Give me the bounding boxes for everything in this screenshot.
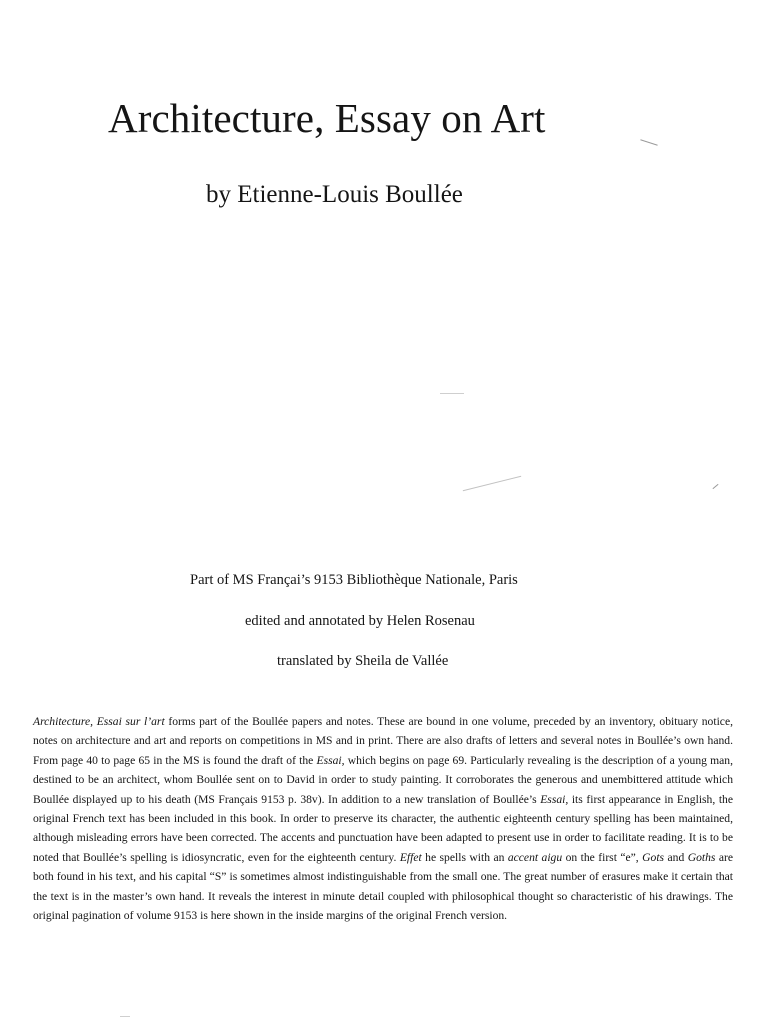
scan-speck	[440, 393, 464, 394]
scan-speck	[640, 139, 657, 146]
scan-speck	[120, 1016, 130, 1017]
source-note: Part of MS Françai’s 9153 Bibliothèque Nationale, Paris	[190, 572, 518, 588]
intro-segment: Gots	[642, 850, 665, 864]
author-byline: by Etienne-Louis Boullée	[206, 181, 463, 208]
intro-segment: Essai,	[540, 792, 569, 806]
intro-segment: Effet	[399, 850, 422, 864]
intro-segment: are both found in his text, and his capital “S” is sometimes almost indistinguishable from the small one. The great number of erasures make it certain that the text is in the master’s own hand. It reveals the interest in minute detail coupled with philosophical thought so characteristic of his drawings. The original pagination of volume 9153 is here shown in the inside margins of the original French version.	[33, 850, 734, 923]
page-title: Architecture, Essay on Art	[108, 95, 546, 141]
translator-credit: translated by Sheila de Vallée	[277, 653, 449, 669]
intro-segment: which begins on page 69. Particularly revealing is the description of a young man, destined to be an architect, whom Boullée sent on to David in order to study painting. It corroborates the generous and unembittered attitude which Boullée displayed up to his death (MS Français 9153 p. 38v). In addition to a new translation of Boullée’s	[33, 753, 733, 806]
intro-segment: its first appearance in English, the original French text has been included in this book. In order to preserve its character, the authentic eighteenth century spelling has been maintained, although misleading errors have been corrected. The accents and punctuation have been adapted to present use in order to facilitate reading. It is to be noted that Boullée’s spelling is idiosyncratic, even for the eighteenth century.	[33, 792, 733, 864]
intro-segment: Essai,	[316, 753, 345, 767]
intro-segment: and	[664, 850, 688, 864]
intro-segment: he spells with an	[421, 850, 508, 864]
scan-speck	[712, 484, 718, 489]
intro-paragraph	[33, 712, 733, 925]
intro-segment: forms part of the Boullée papers and notes. These are bound in one volume, preceded by an inventory, obituary notice, notes on architecture and art and reports on competitions in MS and in print. There are also drafts of letters and several notes in Boullée’s own hand. From page 40 to page 65 in the MS is found the draft of the	[33, 715, 733, 767]
intro-segment: Architecture, Essai sur l’art	[33, 715, 165, 728]
editor-credit: edited and annotated by Helen Rosenau	[245, 613, 475, 629]
intro-segment: on the first “e”,	[562, 850, 643, 864]
scan-speck	[463, 476, 521, 491]
intro-segment: accent aigu	[507, 850, 563, 864]
intro-segment: Goths	[687, 850, 716, 864]
